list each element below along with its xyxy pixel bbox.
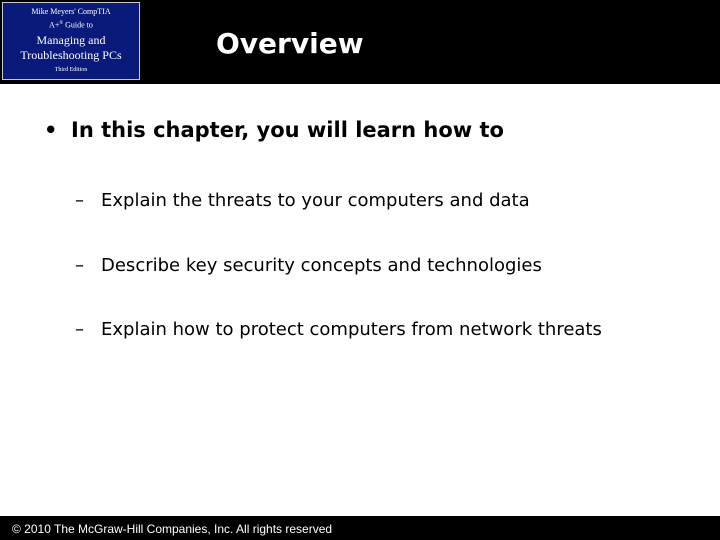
sub-item-text: Describe key security concepts and technologies: [101, 255, 542, 276]
logo-book-title: [3, 33, 139, 63]
sub-item-dash: –: [75, 190, 84, 211]
book-logo: [2, 2, 140, 80]
logo-registered-mark: ®: [59, 21, 64, 26]
logo-series-suffix: Guide to: [63, 20, 93, 30]
header-bar: [0, 0, 720, 84]
footer-bar: [0, 516, 720, 540]
copyright-notice: © 2010 The McGraw-Hill Companies, Inc. All rights reserved: [12, 522, 333, 536]
sub-item-security-concepts: [75, 253, 665, 279]
logo-series-line: [3, 19, 139, 30]
sub-item-threats: [75, 188, 665, 214]
logo-series-prefix: A+: [49, 20, 60, 30]
logo-title-line1: Managing and: [36, 33, 106, 47]
slide-title: Overview: [216, 27, 364, 60]
main-bullet-text: In this chapter, you will learn how to: [71, 118, 504, 142]
main-bullet: [44, 116, 504, 144]
sub-item-text: Explain how to protect computers from network threats: [101, 319, 602, 340]
sub-item-network-threats: [75, 317, 665, 343]
sub-item-dash: –: [75, 319, 84, 340]
sub-item-text: Explain the threats to your computers and data: [101, 190, 530, 211]
logo-title-line2: Troubleshooting PCs: [20, 48, 122, 62]
logo-edition: Third Edition: [54, 67, 88, 73]
logo-author-line: Mike Meyers' CompTIA: [31, 7, 111, 16]
sub-item-dash: –: [75, 255, 84, 276]
bullet-dot: •: [44, 118, 58, 142]
